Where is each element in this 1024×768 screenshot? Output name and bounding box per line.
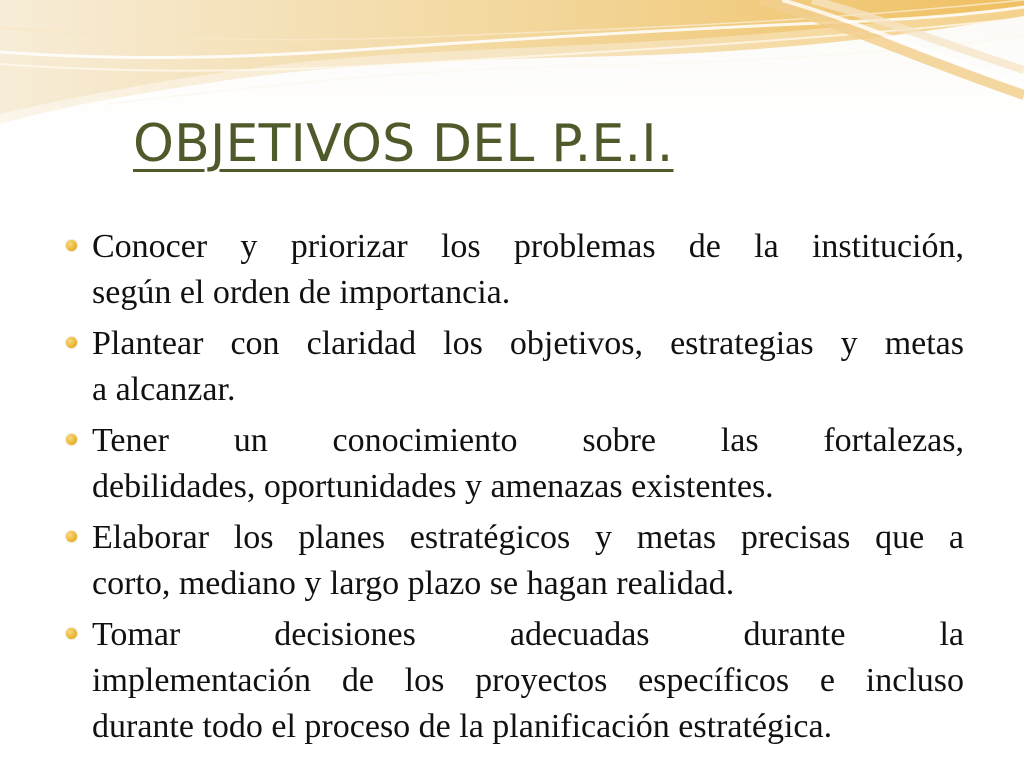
- objective-2-line-1: Plantear con claridad los objetivos, estrategias y metas: [92, 325, 964, 362]
- objectives-list: [60, 224, 964, 755]
- objective-item-5: [60, 612, 964, 750]
- objective-1-line-2: según el orden de importancia.: [92, 274, 511, 311]
- gold-bullet-icon: [66, 434, 77, 445]
- top-decoration: [0, 0, 1024, 130]
- objective-5-line-3: durante todo el proceso de la planificación estratégica.: [92, 708, 833, 745]
- slide-title: OBJETIVOS DEL P.E.I.: [133, 114, 674, 174]
- objective-3-line-1: Tener un conocimiento sobre las fortalezas,: [92, 422, 964, 459]
- objective-item-3: [60, 418, 964, 510]
- objective-item-4: [60, 515, 964, 607]
- objective-5-line-2: implementación de los proyectos específicos e incluso: [92, 662, 964, 699]
- objective-4-line-1: Elaborar los planes estratégicos y metas precisas que a: [92, 519, 964, 556]
- gold-bullet-icon: [66, 628, 77, 639]
- objective-3-line-2: debilidades, oportunidades y amenazas existentes.: [92, 468, 774, 505]
- gold-bullet-icon: [66, 337, 77, 348]
- objective-4-line-2: corto, mediano y largo plazo se hagan realidad.: [92, 565, 735, 602]
- objective-5-line-1: Tomar decisiones adecuadas durante la: [92, 616, 964, 653]
- objective-item-1: [60, 224, 964, 316]
- objective-1-line-1: Conocer y priorizar los problemas de la institución,: [92, 228, 964, 265]
- objective-item-2: [60, 321, 964, 413]
- gold-bullet-icon: [66, 240, 77, 251]
- gold-bullet-icon: [66, 531, 77, 542]
- objective-2-line-2: a alcanzar.: [92, 371, 236, 408]
